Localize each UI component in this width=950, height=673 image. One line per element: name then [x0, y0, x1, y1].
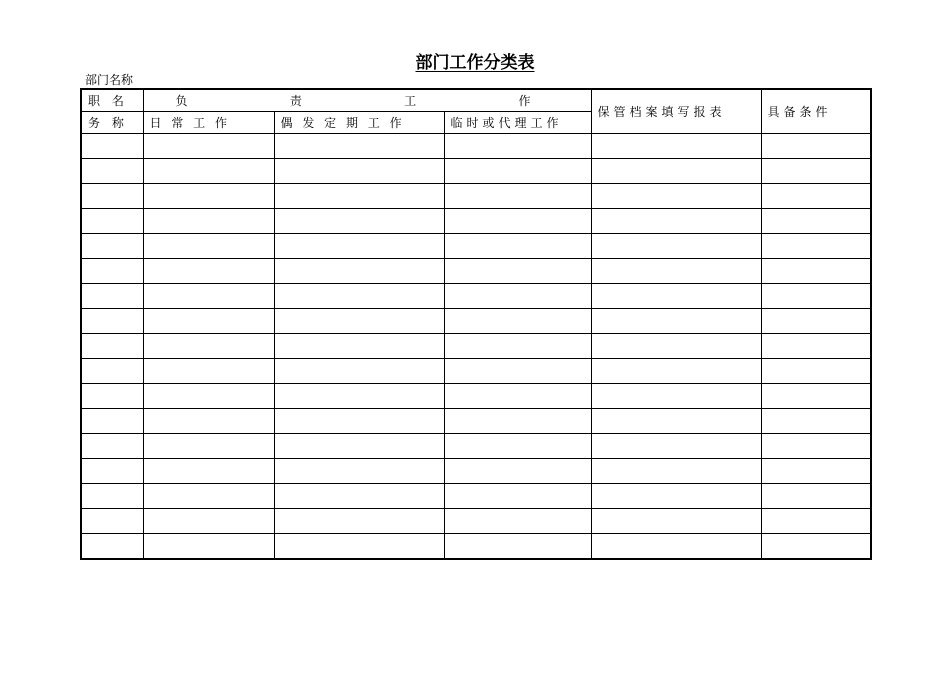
table-cell[interactable]: [444, 459, 591, 484]
table-cell[interactable]: [761, 309, 871, 334]
header-daily-work: 日 常 工 作: [143, 112, 274, 134]
table-cell[interactable]: [761, 184, 871, 209]
table-cell[interactable]: [591, 309, 761, 334]
table-cell[interactable]: [591, 484, 761, 509]
table-cell[interactable]: [591, 134, 761, 159]
table-cell[interactable]: [81, 159, 143, 184]
table-cell[interactable]: [274, 359, 444, 384]
table-cell[interactable]: [143, 434, 274, 459]
table-cell[interactable]: [81, 434, 143, 459]
table-cell[interactable]: [444, 309, 591, 334]
table-cell[interactable]: [143, 309, 274, 334]
table-row: [81, 184, 871, 209]
table-cell[interactable]: [81, 459, 143, 484]
table-cell[interactable]: [81, 259, 143, 284]
table-cell[interactable]: [274, 209, 444, 234]
table-cell[interactable]: [591, 509, 761, 534]
header-position-top: 职 名: [81, 89, 143, 112]
table-cell[interactable]: [761, 159, 871, 184]
table-cell[interactable]: [444, 384, 591, 409]
responsibility-char: 作: [518, 93, 531, 108]
table-cell[interactable]: [143, 134, 274, 159]
table-row: [81, 134, 871, 159]
table-cell[interactable]: [274, 384, 444, 409]
table-cell[interactable]: [591, 159, 761, 184]
table-cell[interactable]: [143, 234, 274, 259]
table-cell[interactable]: [761, 134, 871, 159]
table-cell[interactable]: [444, 434, 591, 459]
table-cell[interactable]: [81, 409, 143, 434]
table-cell[interactable]: [81, 384, 143, 409]
table-row: [81, 409, 871, 434]
table-cell[interactable]: [143, 184, 274, 209]
table-row: [81, 284, 871, 309]
table-cell[interactable]: [81, 209, 143, 234]
table-cell[interactable]: [591, 259, 761, 284]
table-row: [81, 509, 871, 534]
table-cell[interactable]: [444, 534, 591, 560]
table-cell[interactable]: [81, 234, 143, 259]
table-cell[interactable]: [591, 359, 761, 384]
table-cell[interactable]: [274, 434, 444, 459]
header-responsibility: [143, 89, 591, 112]
table-cell[interactable]: [81, 359, 143, 384]
header-position-bottom: 务 称: [81, 112, 143, 134]
table-cell[interactable]: [274, 234, 444, 259]
table-cell[interactable]: [274, 334, 444, 359]
table-cell[interactable]: [143, 284, 274, 309]
table-cell[interactable]: [761, 384, 871, 409]
table-cell[interactable]: [761, 359, 871, 384]
table-cell[interactable]: [591, 184, 761, 209]
table-cell[interactable]: [274, 509, 444, 534]
table-cell[interactable]: [143, 534, 274, 560]
table-cell[interactable]: [761, 259, 871, 284]
table-cell[interactable]: [274, 134, 444, 159]
table-cell[interactable]: [761, 484, 871, 509]
responsibility-char: 工: [404, 93, 417, 108]
table-row: [81, 534, 871, 560]
table-cell[interactable]: [143, 159, 274, 184]
table-cell[interactable]: [761, 334, 871, 359]
table-cell[interactable]: [444, 259, 591, 284]
table-cell[interactable]: [591, 434, 761, 459]
table-cell[interactable]: [444, 484, 591, 509]
table-cell[interactable]: [143, 409, 274, 434]
table-cell[interactable]: [761, 534, 871, 560]
table-cell[interactable]: [81, 284, 143, 309]
table-cell[interactable]: [274, 459, 444, 484]
table-cell[interactable]: [591, 209, 761, 234]
responsibility-char: 负: [175, 93, 188, 108]
table-cell[interactable]: [81, 184, 143, 209]
table-cell[interactable]: [274, 284, 444, 309]
table-cell[interactable]: [591, 284, 761, 309]
table-cell[interactable]: [591, 334, 761, 359]
table-cell[interactable]: [143, 334, 274, 359]
table-cell[interactable]: [761, 459, 871, 484]
table-cell[interactable]: [761, 409, 871, 434]
table-cell[interactable]: [761, 284, 871, 309]
table-cell[interactable]: [143, 259, 274, 284]
table-cell[interactable]: [444, 409, 591, 434]
table-cell[interactable]: [444, 359, 591, 384]
table-cell[interactable]: [81, 334, 143, 359]
table-cell[interactable]: [274, 484, 444, 509]
table-cell[interactable]: [444, 509, 591, 534]
table-cell[interactable]: [274, 259, 444, 284]
table-cell[interactable]: [274, 309, 444, 334]
table-cell[interactable]: [444, 234, 591, 259]
table-row: [81, 434, 871, 459]
table-cell[interactable]: [761, 209, 871, 234]
header-periodic-work: 偶 发 定 期 工 作: [274, 112, 444, 134]
table-cell[interactable]: [143, 509, 274, 534]
header-temporary-work: 临时或代理工作: [444, 112, 591, 134]
table-cell[interactable]: [274, 409, 444, 434]
responsibility-char: 责: [289, 93, 302, 108]
table-cell[interactable]: [444, 209, 591, 234]
table-cell[interactable]: [591, 384, 761, 409]
table-cell[interactable]: [444, 284, 591, 309]
table-cell[interactable]: [444, 334, 591, 359]
table-cell[interactable]: [81, 484, 143, 509]
table-cell[interactable]: [81, 534, 143, 560]
table-cell[interactable]: [143, 384, 274, 409]
table-cell[interactable]: [81, 309, 143, 334]
table-cell[interactable]: [444, 134, 591, 159]
table-cell[interactable]: [274, 184, 444, 209]
table-cell[interactable]: [761, 434, 871, 459]
table-cell[interactable]: [274, 534, 444, 560]
work-classification-table: [80, 88, 872, 560]
header-row-1: [81, 89, 871, 112]
table-cell[interactable]: [591, 459, 761, 484]
table-cell[interactable]: [143, 459, 274, 484]
table-cell[interactable]: [761, 509, 871, 534]
table-row: [81, 334, 871, 359]
table-row: [81, 384, 871, 409]
table-cell[interactable]: [274, 159, 444, 184]
table-cell[interactable]: [444, 184, 591, 209]
header-requirements: 具备条件: [761, 89, 871, 134]
table-row: [81, 359, 871, 384]
table-row: [81, 234, 871, 259]
table-cell[interactable]: [591, 534, 761, 560]
header-records: 保管档案填写报表: [591, 89, 761, 134]
table-row: [81, 159, 871, 184]
table-row: [81, 259, 871, 284]
table-row: [81, 484, 871, 509]
table-cell[interactable]: [444, 159, 591, 184]
table-row: [81, 309, 871, 334]
table-cell[interactable]: [761, 234, 871, 259]
table-cell[interactable]: [143, 484, 274, 509]
table-cell[interactable]: [143, 209, 274, 234]
department-name-label: 部门名称: [85, 73, 134, 87]
table-cell[interactable]: [143, 359, 274, 384]
table-row: [81, 459, 871, 484]
table-cell[interactable]: [81, 509, 143, 534]
table-cell[interactable]: [591, 409, 761, 434]
table-row: [81, 209, 871, 234]
table-cell[interactable]: [591, 234, 761, 259]
document-title: 部门工作分类表: [415, 53, 535, 73]
table-cell[interactable]: [81, 134, 143, 159]
